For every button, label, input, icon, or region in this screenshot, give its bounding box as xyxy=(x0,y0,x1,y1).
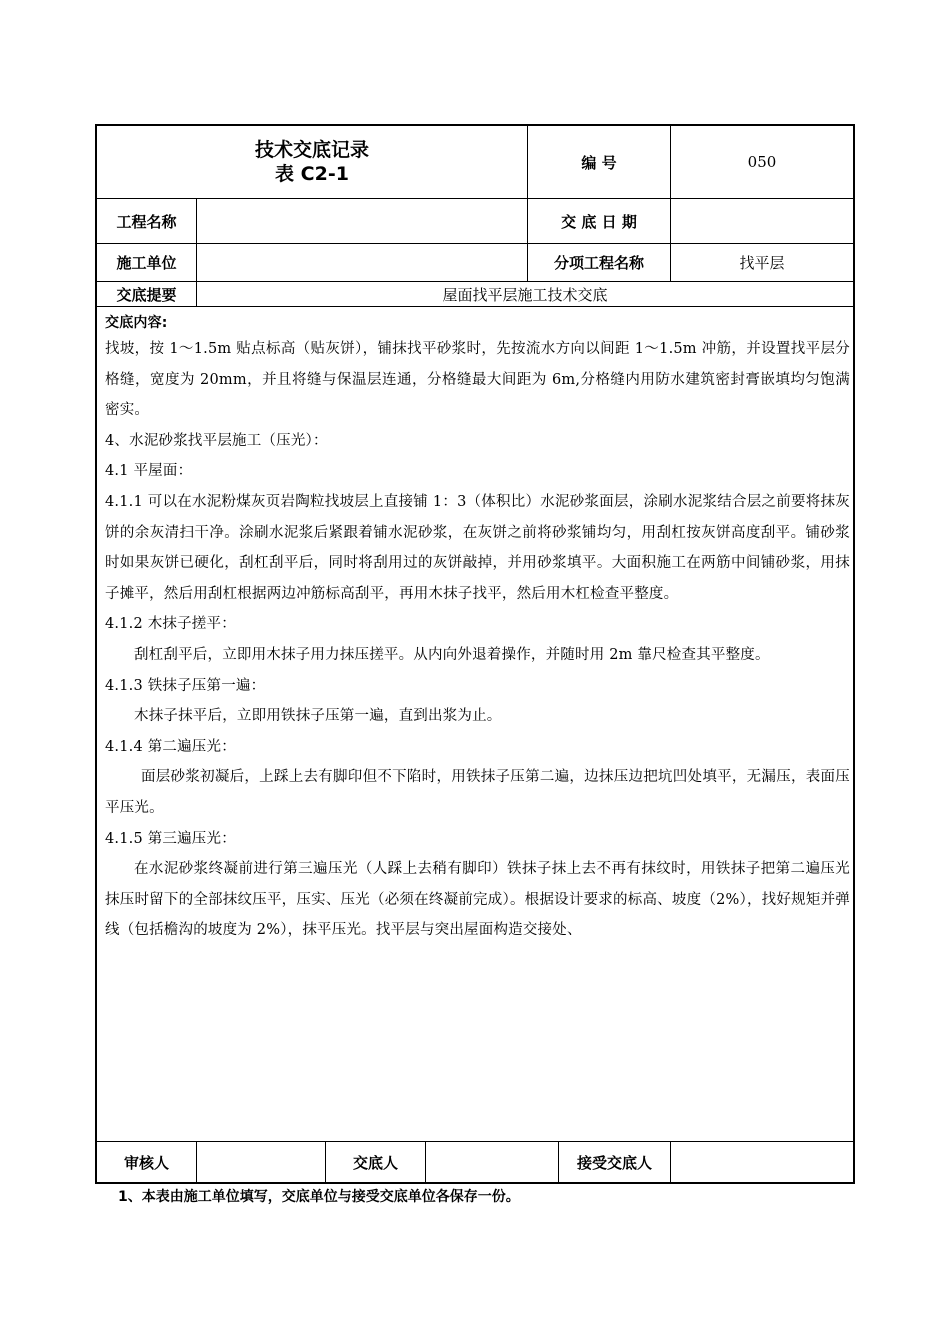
project-name-value xyxy=(197,199,527,243)
date-value xyxy=(671,199,853,243)
content-paragraph: 4.1.3 铁抹子压第一遍： xyxy=(105,677,266,694)
subproject-label: 分项工程名称 xyxy=(553,254,644,272)
content-paragraph: 4.1.2 木抹子搓平： xyxy=(105,616,236,633)
subproject-value: 找平层 xyxy=(739,254,785,272)
disclosure-content xyxy=(105,312,850,946)
content-paragraph: 4、水泥砂浆找平层施工（压光）： xyxy=(105,432,328,449)
summary-value: 屋面找平层施工技术交底 xyxy=(442,285,608,304)
constructor-label: 施工单位 xyxy=(116,254,177,272)
form-code: 表 C2-1 xyxy=(275,163,349,185)
number-label: 编 号 xyxy=(581,153,617,172)
content-paragraph: 在水泥砂浆终凝前进行第三遍压光（人踩上去稍有脚印）铁抹子抹上去不再有抹纹时，用铁抹子把第二遍压光抹压时留下的全部抹纹压平，压实、压光（必须在终凝前完成）。根据设计要求的标高、坡度（2%），找好规矩并弹线（包括檐沟的坡度为 2%），抹平压光。找平层与突出屋面构造交接处、 xyxy=(105,861,850,939)
summary-label: 交底提要 xyxy=(116,285,177,304)
content-paragraph: 木抹子抹平后，立即用铁抹子压第一遍，直到出浆为止。 xyxy=(134,708,502,725)
form-title: 技术交底记录 xyxy=(254,139,369,161)
date-label: 交 底 日 期 xyxy=(561,212,637,231)
content-paragraph: 4.1.1 可以在水泥粉煤灰页岩陶粒找坡层上直接铺 1：3（体积比）水泥砂浆面层，涂刷水泥浆结合层之前要将抹灰饼的余灰清扫干净。涂刷水泥浆后紧跟着铺水泥砂浆，在灰饼之前将砂浆铺均匀，用刮杠按灰饼高度刮平。铺砂浆时如果灰饼已硬化，刮杠刮平后，同时将刮用过的灰饼敲掉，并用砂浆填平。大面积施工在两筋中间铺砂浆，用抹子摊平，然后用刮杠根据两边冲筋标高刮平，再用木抹子找平，然后用木杠检查平整度。 xyxy=(105,493,850,602)
reviewer-value xyxy=(197,1142,325,1182)
number-value: 050 xyxy=(747,153,777,171)
form-title-block xyxy=(97,126,527,198)
content-heading: 交底内容: xyxy=(105,315,168,331)
receiver-label: 接受交底人 xyxy=(576,1153,652,1172)
content-paragraph: 4.1.5 第三遍压光： xyxy=(105,830,236,847)
footnote: 1、本表由施工单位填写，交底单位与接受交底单位各保存一份。 xyxy=(118,1189,520,1205)
constructor-value xyxy=(197,244,527,281)
presenter-label: 交底人 xyxy=(352,1153,398,1172)
divider xyxy=(97,306,853,307)
content-paragraph: 4.1.4 第二遍压光： xyxy=(105,738,236,755)
content-paragraph: 找坡，按 1～1.5m 贴点标高（贴灰饼），铺抹找平砂浆时，先按流水方向以间距 1～1.5m 冲筋，并设置找平层分格缝，宽度为 20mm，并且将缝与保温层连通，分格缝最大间距为 6m,分格缝内用防水建筑密封膏嵌填均匀饱满密实。 xyxy=(105,341,850,419)
presenter-value xyxy=(426,1142,558,1182)
receiver-value xyxy=(671,1142,853,1182)
content-paragraph: 面层砂浆初凝后，上踩上去有脚印但不下陷时，用铁抹子压第二遍，边抹压边把坑凹处填平，无漏压，表面压平压光。 xyxy=(105,769,850,816)
content-paragraph: 4.1 平屋面： xyxy=(105,463,193,480)
content-paragraph: 刮杠刮平后，立即用木抹子用力抹压搓平。从内向外退着操作，并随时用 2m 靠尺检查其平整度。 xyxy=(134,646,770,663)
reviewer-label: 审核人 xyxy=(123,1153,169,1172)
technical-disclosure-form xyxy=(95,124,855,1184)
project-name-label: 工程名称 xyxy=(116,212,177,231)
